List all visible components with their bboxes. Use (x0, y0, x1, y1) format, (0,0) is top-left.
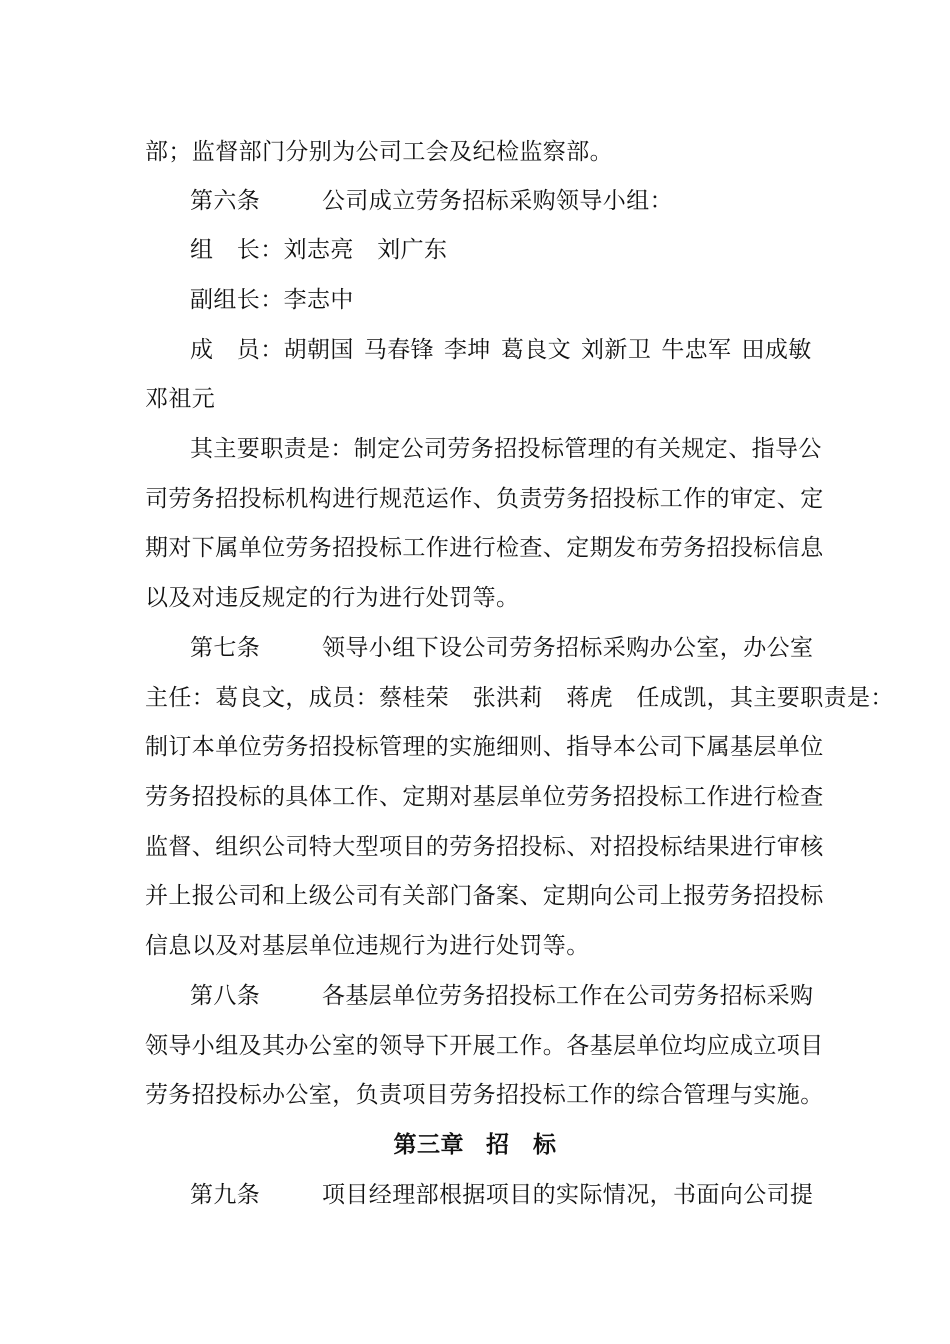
member-name: 牛忠军 (661, 337, 732, 363)
paragraph-line: 并上报公司和上级公司有关部门备案、定期向公司上报劳务招投标 (145, 883, 824, 909)
member-name: 田成敏 (741, 337, 812, 363)
leader-names: 刘志亮 刘广东 (283, 237, 448, 263)
paragraph-line: 主任：葛良文，成员：蔡桂荣 张洪莉 蒋虎 任成凯，其主要职责是： (145, 685, 894, 711)
paragraph-line: 以及对违反规定的行为进行处罚等。 (145, 585, 520, 611)
vice-leader-names: 李志中 (283, 287, 354, 313)
article-number: 第八条 (190, 983, 261, 1009)
paragraph-line: 劳务招投标办公室，负责项目劳务招投标工作的综合管理与实施。 (145, 1082, 824, 1108)
leader-line (190, 235, 447, 265)
article-text: 领导小组下设公司劳务招标采购办公室，办公室 (322, 635, 814, 661)
paragraph-line: 司劳务招投标机构进行规范运作、负责劳务招投标工作的审定、定 (145, 486, 824, 512)
members-line (190, 335, 822, 365)
paragraph-line: 领导小组及其办公室的领导下开展工作。各基层单位均应成立项目 (145, 1033, 824, 1059)
article-9-line (190, 1180, 813, 1210)
article-number: 第六条 (190, 188, 261, 214)
paragraph-line: 监督、组织公司特大型项目的劳务招投标、对招投标结果进行审核 (145, 834, 824, 860)
chapter-number: 第三章 (393, 1132, 464, 1158)
vice-leader-line (190, 285, 354, 315)
article-text: 项目经理部根据项目的实际情况，书面向公司提 (322, 1182, 814, 1208)
member-name: 马春锋 (363, 337, 435, 363)
paragraph-line: 期对下属单位劳务招投标工作进行检查、定期发布劳务招投标信息 (145, 535, 824, 561)
role-label: 组 长： (190, 237, 284, 263)
article-6-line (190, 186, 673, 216)
article-number: 第七条 (190, 635, 261, 661)
paragraph-line: 部；监督部门分别为公司工会及纪检监察部。 (145, 139, 613, 165)
article-text: 公司成立劳务招标采购领导小组： (322, 188, 673, 214)
paragraph-line: 信息以及对基层单位违规行为进行处罚等。 (145, 933, 590, 959)
article-number: 第九条 (190, 1182, 261, 1208)
member-name: 刘新卫 (581, 337, 652, 363)
member-name: 葛良文 (500, 337, 572, 363)
article-8-line (190, 981, 813, 1011)
members-continued-line: 邓祖元 (145, 386, 216, 412)
article-7-line (190, 633, 813, 663)
paragraph-line: 其主要职责是：制定公司劳务招投标管理的有关规定、指导公 (190, 436, 822, 462)
member-name: 李坤 (444, 337, 491, 363)
paragraph-line: 劳务招投标的具体工作、定期对基层单位劳务招投标工作进行检查 (145, 784, 824, 810)
role-label: 成 员： (190, 337, 284, 363)
paragraph-line: 制订本单位劳务招投标管理的实施细则、指导本公司下属基层单位 (145, 734, 824, 760)
role-label: 副组长： (190, 287, 284, 313)
article-text: 各基层单位劳务招投标工作在公司劳务招标采购 (322, 983, 814, 1009)
chapter-title: 招 标 (486, 1132, 557, 1158)
chapter-heading (0, 1130, 950, 1160)
member-name: 胡朝国 (283, 337, 354, 363)
